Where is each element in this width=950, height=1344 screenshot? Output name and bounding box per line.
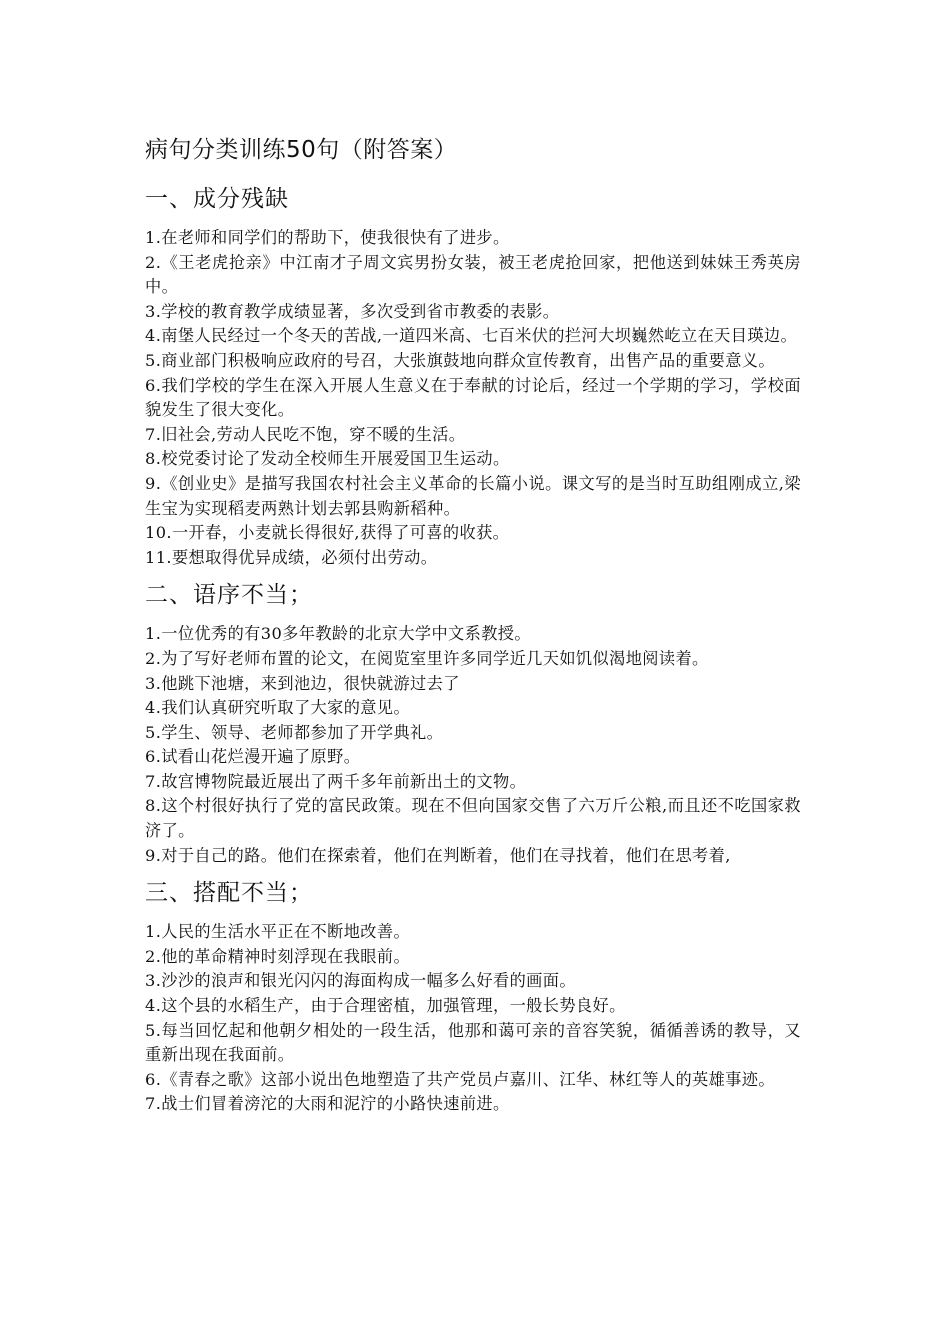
sentence-item: 8.校党委讨论了发动全校师生开展爱国卫生运动。 bbox=[145, 449, 510, 469]
section-heading: 一、成分残缺 bbox=[145, 186, 289, 212]
sentence-item: 5.每当回忆起和他朝夕相处的一段生活，他那和蔼可亲的音容笑貌，循循善诱的教导，又重新出现在我面前。 bbox=[145, 1020, 801, 1065]
sentence-item: 6.《青春之歌》这部小说出色地塑造了共产党员卢嘉川、江华、林红等人的英雄事迹。 bbox=[145, 1069, 775, 1089]
sentence-item: 1.一位优秀的有30多年教龄的北京大学中文系教授。 bbox=[145, 624, 531, 644]
sentence-item: 2.为了写好老师布置的论文，在阅览室里许多同学近几天如饥似渴地阅读着。 bbox=[145, 648, 709, 668]
sentence-item: 3.沙沙的浪声和银光闪闪的海面构成一幅多么好看的画面。 bbox=[145, 971, 576, 991]
sentence-item: 8.这个村很好执行了党的富民政策。现在不但向国家交售了六万斤公粮,而且还不吃国家救济了。 bbox=[145, 796, 801, 841]
sentence-item: 2.《王老虎抢亲》中江南才子周文宾男扮女装，被王老虎抢回家，把他送到妹妹王秀英房中。 bbox=[145, 252, 801, 297]
sentence-item: 6.我们学校的学生在深入开展人生意义在于奉献的讨论后，经过一个学期的学习，学校面貌发生了很大变化。 bbox=[145, 375, 801, 420]
sentence-item: 4.我们认真研究听取了大家的意见。 bbox=[145, 698, 411, 718]
sentence-item: 4.南堡人民经过一个冬天的苦战,一道四米高、七百米伏的拦河大坝巍然屹立在天目瑛边。 bbox=[145, 326, 798, 346]
sentence-item: 5.商业部门积极响应政府的号召，大张旗鼓地向群众宣传教育，出售产品的重要意义。 bbox=[145, 350, 775, 370]
sentence-item: 2.他的革命精神时刻浮现在我眼前。 bbox=[145, 946, 411, 966]
sentence-item: 1.人民的生活水平正在不断地改善。 bbox=[145, 922, 411, 942]
section-heading: 二、语序不当； bbox=[145, 582, 313, 609]
sentence-item: 5.学生、领导、老师都参加了开学典礼。 bbox=[145, 722, 444, 742]
section-1 bbox=[145, 182, 801, 570]
section-2 bbox=[145, 578, 801, 868]
sentence-item: 3.他跳下池塘，来到池边，很快就游过去了 bbox=[145, 673, 460, 693]
sentence-item: 1.在老师和同学们的帮助下，使我很快有了进步。 bbox=[145, 228, 510, 247]
sentence-list bbox=[145, 920, 801, 1117]
sentence-list bbox=[145, 226, 801, 570]
sentence-item: 9.《创业史》是描写我国农村社会主义革命的长篇小说。课文写的是当时互助组刚成立,梁生宝为实现稻麦两熟计划去郭县购新稻种。 bbox=[145, 473, 801, 518]
sentence-item: 11.要想取得优异成绩，必须付出劳动。 bbox=[145, 547, 438, 567]
sentence-item: 6.试看山花烂漫开遍了原野。 bbox=[145, 747, 361, 767]
sentence-item: 9.对于自己的路。他们在探索着，他们在判断着，他们在寻找着，他们在思考着, bbox=[145, 845, 731, 865]
sentence-item: 10.一开春，小麦就长得很好,获得了可喜的收获。 bbox=[145, 523, 510, 543]
document-page bbox=[145, 133, 801, 1125]
document-title: 病句分类训练50句（附答案） bbox=[145, 137, 458, 163]
sentence-item: 7.旧社会,劳动人民吃不饱，穿不暖的生活。 bbox=[145, 424, 466, 444]
sentence-list bbox=[145, 622, 801, 868]
section-3 bbox=[145, 876, 801, 1117]
section-heading: 三、搭配不当； bbox=[145, 880, 313, 907]
sections-container bbox=[145, 182, 801, 1117]
sentence-item: 4.这个县的水稻生产，由于合理密植，加强管理，一般长势良好。 bbox=[145, 996, 626, 1016]
sentence-item: 3.学校的教育教学成绩显著，多次受到省市教委的表影。 bbox=[145, 301, 560, 321]
sentence-item: 7.故宫博物院最近展出了两千多年前新出土的文物。 bbox=[145, 771, 527, 791]
sentence-item: 7.战士们冒着滂沱的大雨和泥泞的小路快速前进。 bbox=[145, 1094, 510, 1114]
